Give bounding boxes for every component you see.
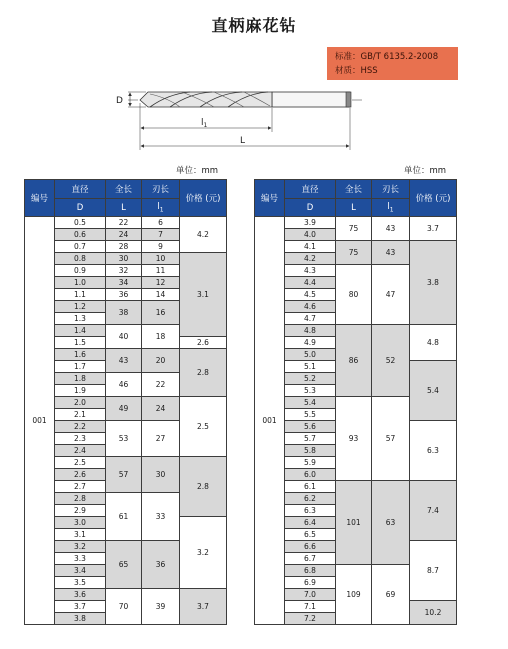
diameter-cell: 2.5 bbox=[55, 457, 106, 469]
length-cell: 40 bbox=[106, 325, 142, 349]
flute-cell: 33 bbox=[142, 493, 180, 541]
diameter-cell: 4.0 bbox=[285, 229, 336, 241]
flute-cell: 7 bbox=[142, 229, 180, 241]
unit-label-left: 单位：mm bbox=[176, 166, 219, 176]
diameter-cell: 7.2 bbox=[285, 613, 336, 625]
diameter-cell: 2.1 bbox=[55, 409, 106, 421]
diameter-cell: 1.3 bbox=[55, 313, 106, 325]
length-cell: 75 bbox=[336, 241, 372, 265]
diameter-cell: 2.8 bbox=[55, 493, 106, 505]
flute-cell: 24 bbox=[142, 397, 180, 421]
flute-cell: 69 bbox=[372, 565, 410, 625]
length-cell: 93 bbox=[336, 397, 372, 481]
header-flute-length: 刃长 bbox=[372, 180, 410, 199]
header-flute-length: 刃长 bbox=[142, 180, 180, 199]
diameter-cell: 1.2 bbox=[55, 301, 106, 313]
flute-cell: 30 bbox=[142, 457, 180, 493]
drill-table-right bbox=[254, 179, 457, 625]
flute-cell: 20 bbox=[142, 349, 180, 373]
table-row bbox=[255, 481, 457, 493]
diameter-cell: 7.0 bbox=[285, 589, 336, 601]
diameter-cell: 5.9 bbox=[285, 457, 336, 469]
diameter-cell: 1.1 bbox=[55, 289, 106, 301]
flute-cell: 57 bbox=[372, 397, 410, 481]
unit-label-right: 单位：mm bbox=[404, 166, 447, 176]
flute-cell: 12 bbox=[142, 277, 180, 289]
diameter-cell: 5.5 bbox=[285, 409, 336, 421]
diameter-cell: 5.1 bbox=[285, 361, 336, 373]
diameter-cell: 3.4 bbox=[55, 565, 106, 577]
drill-drawing bbox=[0, 0, 508, 160]
length-cell: 46 bbox=[106, 373, 142, 397]
diameter-cell: 2.6 bbox=[55, 469, 106, 481]
diameter-cell: 5.6 bbox=[285, 421, 336, 433]
diameter-cell: 0.9 bbox=[55, 265, 106, 277]
table-row bbox=[25, 457, 227, 469]
header-l1-symbol: $l_1$ bbox=[142, 199, 180, 217]
diameter-cell: 1.8 bbox=[55, 373, 106, 385]
length-cell: 109 bbox=[336, 565, 372, 625]
price-cell: 2.5 bbox=[180, 397, 227, 457]
length-cell: 61 bbox=[106, 493, 142, 541]
length-cell: 32 bbox=[106, 265, 142, 277]
header-code: 编号 bbox=[25, 180, 55, 217]
diameter-cell: 4.6 bbox=[285, 301, 336, 313]
flute-cell: 10 bbox=[142, 253, 180, 265]
table-row bbox=[255, 217, 457, 229]
diameter-cell: 3.1 bbox=[55, 529, 106, 541]
diameter-cell: 4.2 bbox=[285, 253, 336, 265]
l1-dimension-label: $l_1$ bbox=[201, 118, 208, 129]
price-cell: 2.8 bbox=[180, 349, 227, 397]
price-cell: 2.6 bbox=[180, 337, 227, 349]
diameter-cell: 1.9 bbox=[55, 385, 106, 397]
flute-cell: 11 bbox=[142, 265, 180, 277]
price-cell: 5.4 bbox=[410, 361, 457, 421]
drill-table-left bbox=[24, 179, 227, 625]
diameter-cell: 6.7 bbox=[285, 553, 336, 565]
header-diameter: 直径 bbox=[285, 180, 336, 199]
code-cell: 001 bbox=[255, 217, 285, 625]
table-row bbox=[25, 589, 227, 601]
table-row bbox=[25, 217, 227, 229]
d-dimension-label: D bbox=[116, 96, 123, 106]
length-cell: 86 bbox=[336, 325, 372, 397]
diameter-cell: 0.6 bbox=[55, 229, 106, 241]
flute-cell: 47 bbox=[372, 265, 410, 325]
flute-cell: 52 bbox=[372, 325, 410, 397]
price-cell: 3.1 bbox=[180, 253, 227, 337]
length-cell: 70 bbox=[106, 589, 142, 625]
diameter-cell: 6.8 bbox=[285, 565, 336, 577]
diameter-cell: 1.7 bbox=[55, 361, 106, 373]
diameter-cell: 4.9 bbox=[285, 337, 336, 349]
l-dimension-label: L bbox=[240, 136, 246, 146]
length-cell: 80 bbox=[336, 265, 372, 325]
flute-cell: 43 bbox=[372, 217, 410, 241]
price-cell: 3.8 bbox=[410, 241, 457, 325]
diameter-cell: 6.2 bbox=[285, 493, 336, 505]
diameter-cell: 4.8 bbox=[285, 325, 336, 337]
length-cell: 75 bbox=[336, 217, 372, 241]
diameter-cell: 6.4 bbox=[285, 517, 336, 529]
table-row bbox=[25, 349, 227, 361]
diameter-cell: 2.0 bbox=[55, 397, 106, 409]
length-cell: 22 bbox=[106, 217, 142, 229]
diameter-cell: 5.4 bbox=[285, 397, 336, 409]
header-d-symbol: D bbox=[55, 199, 106, 217]
price-cell: 10.2 bbox=[410, 601, 457, 625]
diameter-cell: 3.3 bbox=[55, 553, 106, 565]
length-cell: 24 bbox=[106, 229, 142, 241]
diameter-cell: 3.7 bbox=[55, 601, 106, 613]
price-cell: 4.8 bbox=[410, 325, 457, 361]
header-price: 价格 (元) bbox=[180, 180, 227, 217]
diameter-cell: 3.2 bbox=[55, 541, 106, 553]
diameter-cell: 1.6 bbox=[55, 349, 106, 361]
price-cell: 3.7 bbox=[410, 217, 457, 241]
header-code: 编号 bbox=[255, 180, 285, 217]
flute-cell: 27 bbox=[142, 421, 180, 457]
diameter-cell: 3.9 bbox=[285, 217, 336, 229]
header-total-length: 全长 bbox=[106, 180, 142, 199]
length-cell: 65 bbox=[106, 541, 142, 589]
length-cell: 36 bbox=[106, 289, 142, 301]
diameter-cell: 5.2 bbox=[285, 373, 336, 385]
flute-cell: 63 bbox=[372, 481, 410, 565]
diameter-cell: 6.6 bbox=[285, 541, 336, 553]
diameter-cell: 6.3 bbox=[285, 505, 336, 517]
price-cell: 3.7 bbox=[180, 589, 227, 625]
length-cell: 53 bbox=[106, 421, 142, 457]
diameter-cell: 2.3 bbox=[55, 433, 106, 445]
header-l1-symbol: $l_1$ bbox=[372, 199, 410, 217]
price-cell: 3.2 bbox=[180, 517, 227, 589]
flute-cell: 36 bbox=[142, 541, 180, 589]
length-cell: 49 bbox=[106, 397, 142, 421]
length-cell: 30 bbox=[106, 253, 142, 265]
diameter-cell: 2.9 bbox=[55, 505, 106, 517]
diameter-cell: 3.6 bbox=[55, 589, 106, 601]
flute-cell: 39 bbox=[142, 589, 180, 625]
diameter-cell: 4.3 bbox=[285, 265, 336, 277]
table-row bbox=[255, 241, 457, 253]
diameter-cell: 4.1 bbox=[285, 241, 336, 253]
table-row bbox=[25, 253, 227, 265]
diameter-cell: 1.5 bbox=[55, 337, 106, 349]
header-l-symbol: L bbox=[106, 199, 142, 217]
flute-cell: 18 bbox=[142, 325, 180, 349]
table-row bbox=[255, 325, 457, 337]
diameter-cell: 3.8 bbox=[55, 613, 106, 625]
header-l-symbol: L bbox=[336, 199, 372, 217]
price-cell: 8.7 bbox=[410, 541, 457, 601]
code-cell: 001 bbox=[25, 217, 55, 625]
flute-cell: 6 bbox=[142, 217, 180, 229]
diameter-cell: 6.5 bbox=[285, 529, 336, 541]
length-cell: 34 bbox=[106, 277, 142, 289]
price-cell: 4.2 bbox=[180, 217, 227, 253]
diameter-cell: 7.1 bbox=[285, 601, 336, 613]
diameter-cell: 1.0 bbox=[55, 277, 106, 289]
page-title: 直柄麻花钻 bbox=[211, 16, 297, 35]
diameter-cell: 2.4 bbox=[55, 445, 106, 457]
diameter-cell: 4.7 bbox=[285, 313, 336, 325]
table-row bbox=[25, 397, 227, 409]
length-cell: 101 bbox=[336, 481, 372, 565]
header-diameter: 直径 bbox=[55, 180, 106, 199]
flute-cell: 9 bbox=[142, 241, 180, 253]
flute-cell: 43 bbox=[372, 241, 410, 265]
diameter-cell: 0.7 bbox=[55, 241, 106, 253]
header-price: 价格 (元) bbox=[410, 180, 457, 217]
diameter-cell: 3.0 bbox=[55, 517, 106, 529]
diameter-cell: 5.8 bbox=[285, 445, 336, 457]
price-cell: 6.3 bbox=[410, 421, 457, 481]
flute-cell: 16 bbox=[142, 301, 180, 325]
diameter-cell: 5.0 bbox=[285, 349, 336, 361]
length-cell: 28 bbox=[106, 241, 142, 253]
length-cell: 43 bbox=[106, 349, 142, 373]
diameter-cell: 6.0 bbox=[285, 469, 336, 481]
price-cell: 7.4 bbox=[410, 481, 457, 541]
diameter-cell: 0.8 bbox=[55, 253, 106, 265]
diameter-cell: 2.7 bbox=[55, 481, 106, 493]
diameter-cell: 5.3 bbox=[285, 385, 336, 397]
diameter-cell: 4.5 bbox=[285, 289, 336, 301]
diameter-cell: 2.2 bbox=[55, 421, 106, 433]
length-cell: 38 bbox=[106, 301, 142, 325]
header-total-length: 全长 bbox=[336, 180, 372, 199]
diameter-cell: 6.1 bbox=[285, 481, 336, 493]
diameter-cell: 5.7 bbox=[285, 433, 336, 445]
flute-cell: 14 bbox=[142, 289, 180, 301]
diameter-cell: 0.5 bbox=[55, 217, 106, 229]
header-d-symbol: D bbox=[285, 199, 336, 217]
material-label: 材质：HSS bbox=[335, 66, 378, 76]
diameter-cell: 3.5 bbox=[55, 577, 106, 589]
price-cell: 2.8 bbox=[180, 457, 227, 517]
diameter-cell: 6.9 bbox=[285, 577, 336, 589]
diameter-cell: 1.4 bbox=[55, 325, 106, 337]
length-cell: 57 bbox=[106, 457, 142, 493]
flute-cell: 22 bbox=[142, 373, 180, 397]
diameter-cell: 4.4 bbox=[285, 277, 336, 289]
standard-label: 标准：GB/T 6135.2-2008 bbox=[335, 52, 439, 62]
